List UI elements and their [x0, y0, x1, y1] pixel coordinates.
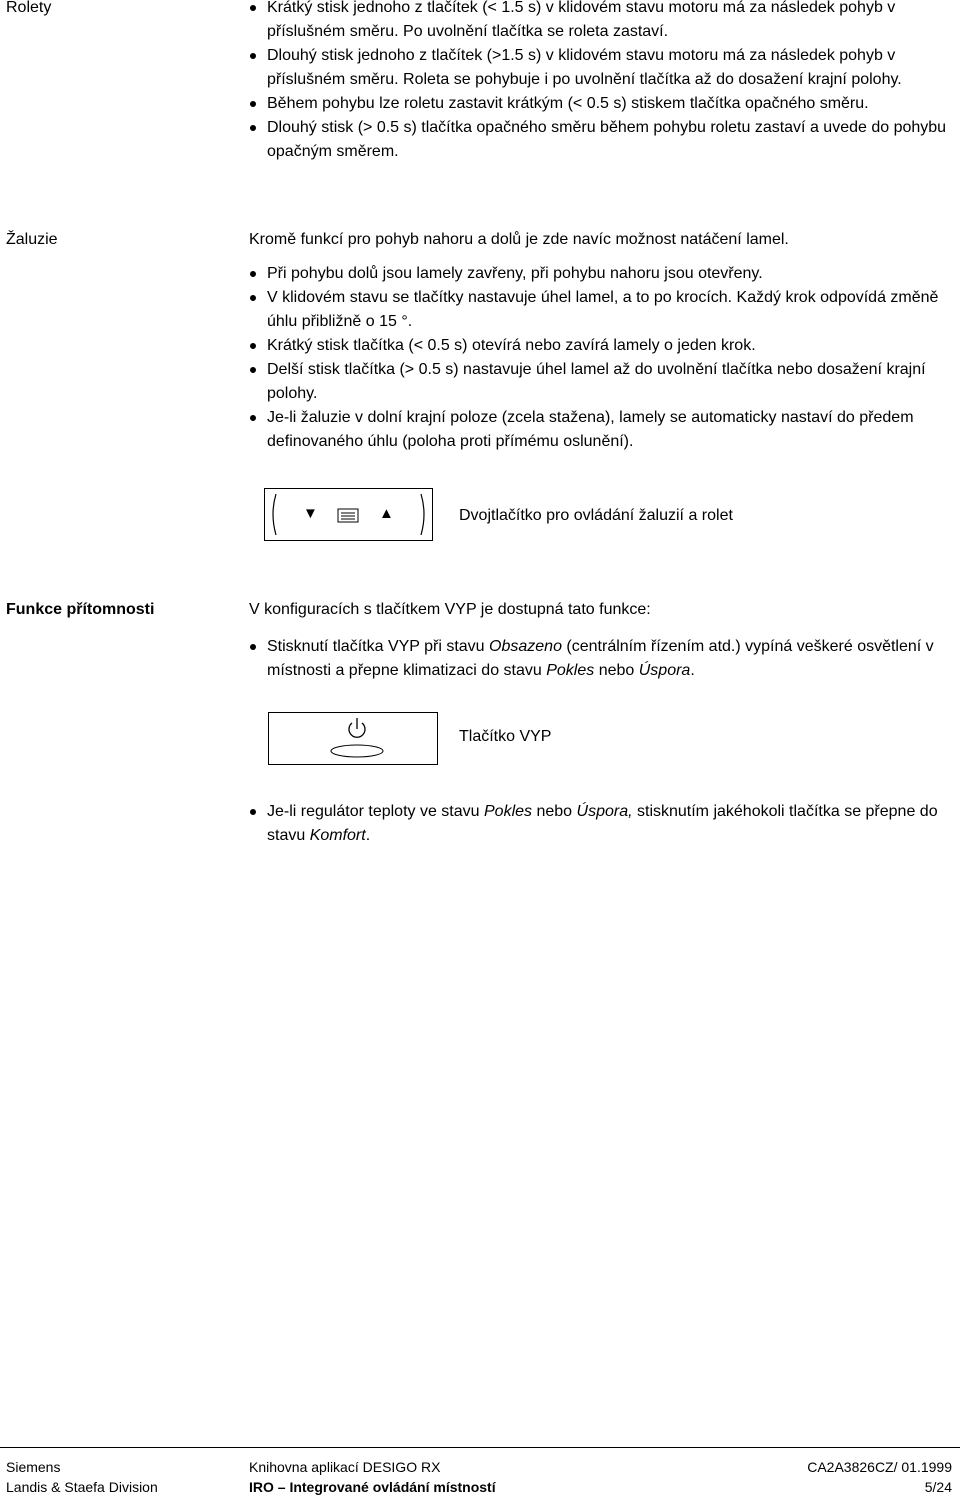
- state-name: Obsazeno: [489, 638, 562, 655]
- text-run: Stisknutí tlačítka VYP při stavu: [267, 638, 490, 655]
- double-button-drawing: [265, 489, 432, 540]
- list-item: [249, 800, 949, 848]
- list-item: Krátký stisk jednoho z tlačítek (< 1.5 s) v klidovém stavu motoru má za následek pohyb v příslušném směru. Po uvolnění tlačítka se roleta zastaví.: [249, 0, 949, 44]
- arrow-down-icon: ▼: [303, 505, 318, 522]
- state-name: Pokles: [546, 662, 595, 679]
- page-footer: [0, 1447, 960, 1495]
- footer-library: Knihovna aplikací DESIGO RX: [249, 1459, 441, 1475]
- off-button-caption: Tlačítko VYP: [459, 728, 552, 745]
- section-label-presence: Funkce přítomnosti: [6, 601, 155, 618]
- text-run: stisknutím jakéhokoli tlačítka se přepne do stavu: [267, 803, 938, 844]
- off-button-figure: [268, 712, 438, 765]
- double-button-figure: [264, 488, 433, 541]
- text-run: nebo: [532, 803, 577, 820]
- presence-list-2: [249, 800, 949, 848]
- list-item: Při pohybu dolů jsou lamely zavřeny, při pohybu nahoru jsou otevřeny.: [249, 262, 949, 286]
- list-item: V klidovém stavu se tlačítky nastavuje úhel lamel, a to po krocích. Každý krok odpovídá změně úhlu přibližně o 15 °.: [249, 286, 949, 334]
- list-item: [249, 635, 949, 683]
- text-run: (centrálním řízením atd.) vypíná veškeré osvětlení v místnosti a přepne klimatizaci do stavu: [267, 638, 934, 679]
- text-run: Je-li regulátor teploty ve stavu: [267, 803, 484, 820]
- list-item: Dlouhý stisk jednoho z tlačítek (>1.5 s) v klidovém stavu motoru má za následek pohyb v příslušném směru. Roleta se pohybuje i po uvolnění tlačítka až do dosažení krajní polohy.: [249, 44, 949, 92]
- text-run: .: [690, 662, 695, 679]
- zaluzie-intro: Kromě funkcí pro pohyb nahoru a dolů je zde navíc možnost natáčení lamel.: [249, 231, 789, 248]
- list-item: Delší stisk tlačítka (> 0.5 s) nastavuje úhel lamel až do uvolnění tlačítka nebo dosažení krajní polohy.: [249, 358, 949, 406]
- state-name: Komfort: [309, 827, 366, 844]
- zaluzie-list: [249, 262, 949, 454]
- footer-company: Siemens: [6, 1459, 61, 1475]
- text-run: .: [365, 827, 371, 844]
- presence-section: [249, 598, 949, 683]
- footer-division: Landis & Staefa Division: [6, 1479, 158, 1495]
- state-name: Úspora,: [576, 803, 633, 820]
- presence-list: [249, 635, 949, 683]
- text-run: nebo: [594, 662, 639, 679]
- state-name: Pokles: [484, 803, 533, 820]
- list-item: Během pohybu lze roletu zastavit krátkým (< 0.5 s) stiskem tlačítka opačného směru.: [249, 92, 949, 116]
- state-name: Úspora: [638, 662, 691, 679]
- presence-intro: V konfiguracích s tlačítkem VYP je dostupná tato funkce:: [249, 601, 651, 618]
- list-item: Krátký stisk tlačítka (< 0.5 s) otevírá nebo zavírá lamely o jeden krok.: [249, 334, 949, 358]
- arrow-up-icon: ▲: [379, 505, 394, 522]
- double-button-caption: Dvojtlačítko pro ovládání žaluzií a rolet: [459, 507, 733, 524]
- off-button-drawing: [269, 713, 437, 764]
- rolety-section: [249, 0, 949, 164]
- presence-section-continued: [249, 800, 949, 848]
- zaluzie-section: [249, 228, 949, 454]
- section-label-rolety: Rolety: [6, 0, 52, 16]
- list-item: Je-li žaluzie v dolní krajní poloze (zcela stažena), lamely se automaticky nastaví do předem definovaného úhlu (poloha proti přímému oslunění).: [249, 406, 949, 454]
- footer-page-number: 5/24: [924, 1479, 952, 1495]
- footer-doc-id: CA2A3826CZ/ 01.1999: [807, 1459, 952, 1475]
- rolety-list: [249, 0, 949, 164]
- footer-title: IRO – Integrované ovládání místností: [249, 1479, 496, 1495]
- section-label-zaluzie: Žaluzie: [6, 231, 58, 248]
- list-item: Dlouhý stisk (> 0.5 s) tlačítka opačného směru během pohybu roletu zastaví a uvede do pohybu opačným směrem.: [249, 116, 949, 164]
